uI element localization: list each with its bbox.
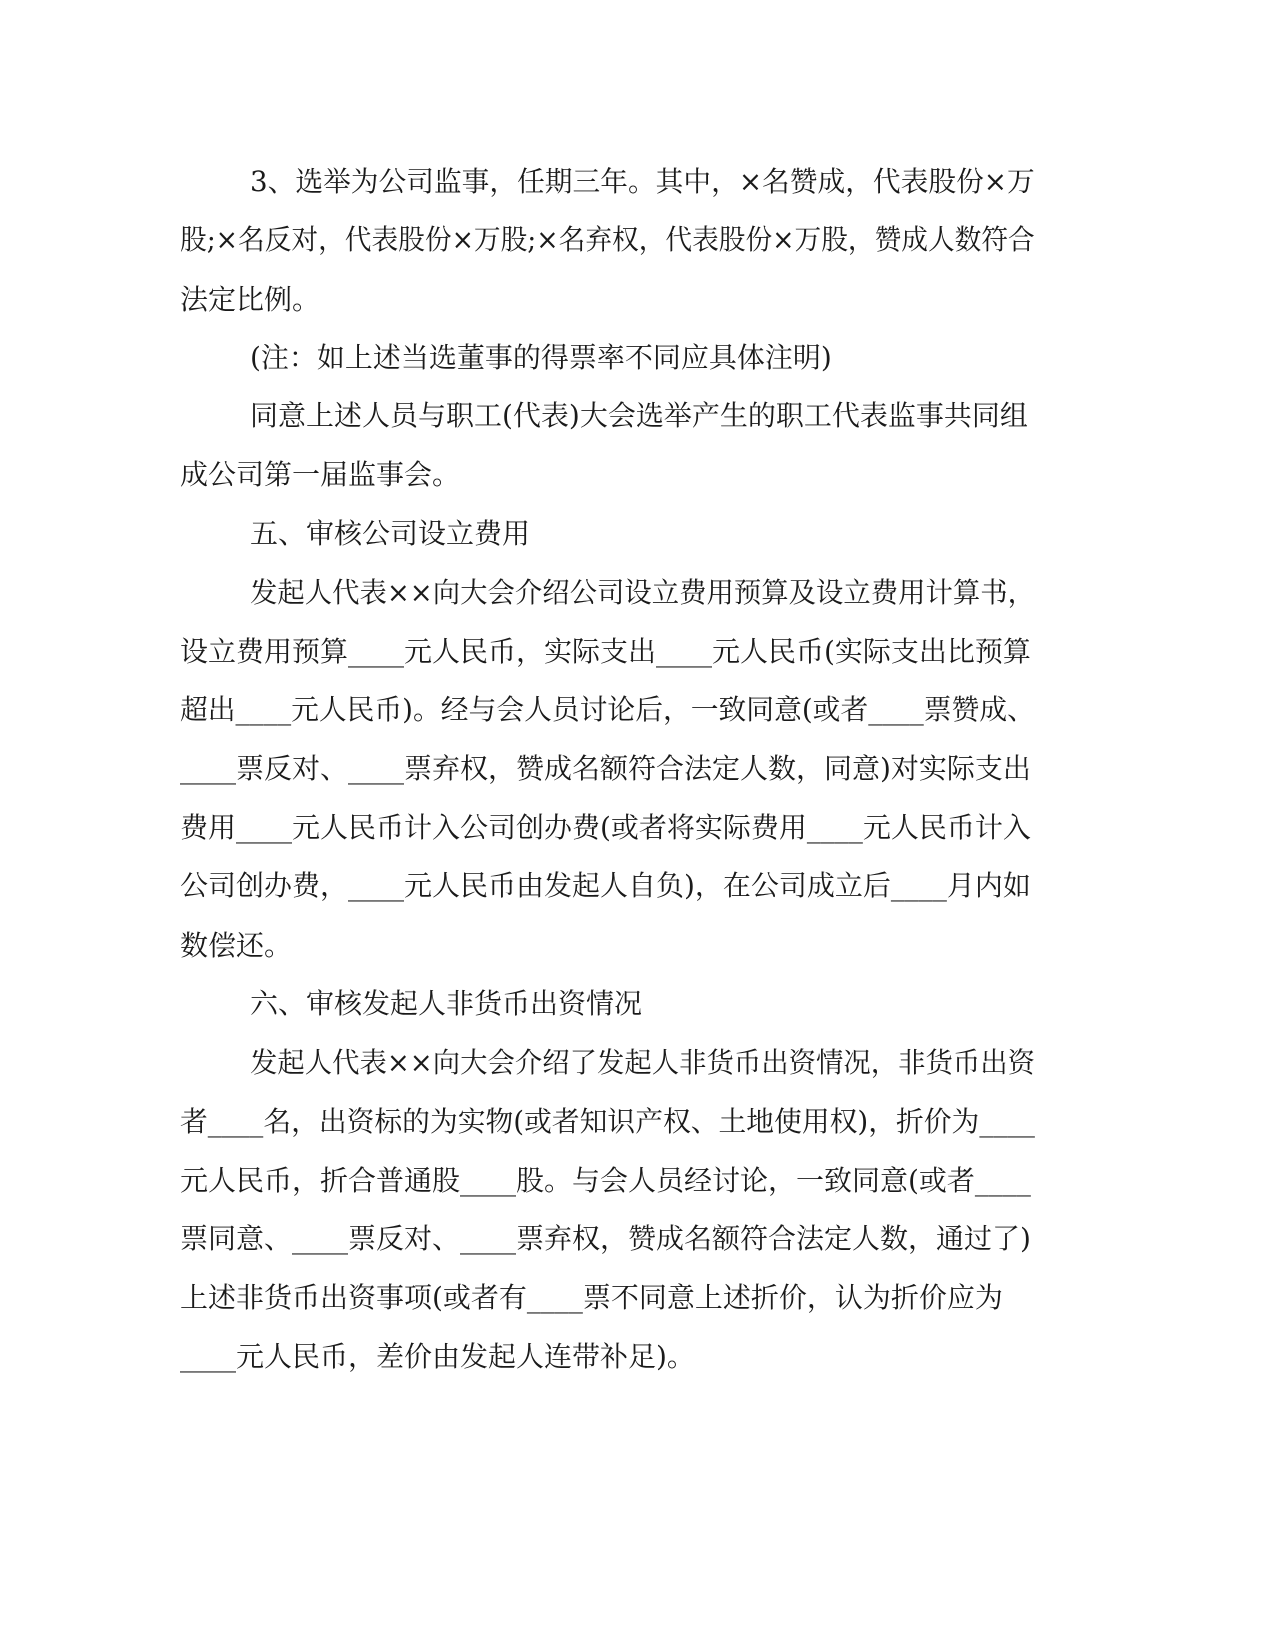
text-line: 法定比例。 (180, 283, 321, 316)
text-line: 上述非货币出资事项(或者有____票不同意上述折价，认为折价应为 (180, 1281, 1003, 1314)
text-line: 同意上述人员与职工(代表)大会选举产生的职工代表监事共同组 (250, 399, 1028, 432)
text-line: 超出____元人民币)。经与会人员讨论后，一致同意(或者____票赞成、 (180, 693, 1035, 726)
text-line: 公司创办费，____元人民币由发起人自负)，在公司成立后____月内如 (180, 869, 1031, 902)
text-line: 3、选举为公司监事，任期三年。其中，×名赞成，代表股份×万 (250, 165, 1035, 198)
text-line: 元人民币，折合普通股____股。与会人员经讨论，一致同意(或者____ (180, 1164, 1031, 1197)
text-line: 票同意、____票反对、____票弃权，赞成名额符合法定人数，通过了) (180, 1222, 1031, 1255)
text-line: 者____名，出资标的为实物(或者知识产权、土地使用权)，折价为____ (180, 1105, 1035, 1138)
section-heading: 五、审核公司设立费用 (250, 517, 531, 550)
text-line: 发起人代表××向大会介绍了发起人非货币出资情况，非货币出资 (250, 1046, 1035, 1079)
text-line: 费用____元人民币计入公司创办费(或者将实际费用____元人民币计入 (180, 811, 1031, 844)
text-line: ____元人民币，差价由发起人连带补足)。 (180, 1340, 695, 1373)
section-heading: 六、审核发起人非货币出资情况 (250, 987, 643, 1020)
text-line: 设立费用预算____元人民币，实际支出____元人民币(实际支出比预算 (180, 635, 1031, 668)
text-line: ____票反对、____票弃权，赞成名额符合法定人数，同意)对实际支出 (180, 752, 1031, 785)
text-line: 股;×名反对，代表股份×万股;×名弃权，代表股份×万股，赞成人数符合 (180, 223, 1035, 256)
text-line: 成公司第一届监事会。 (180, 458, 461, 491)
text-line: (注：如上述当选董事的得票率不同应具体注明) (250, 341, 832, 374)
text-line: 数偿还。 (180, 929, 293, 962)
text-line: 发起人代表××向大会介绍公司设立费用预算及设立费用计算书， (250, 576, 1035, 609)
